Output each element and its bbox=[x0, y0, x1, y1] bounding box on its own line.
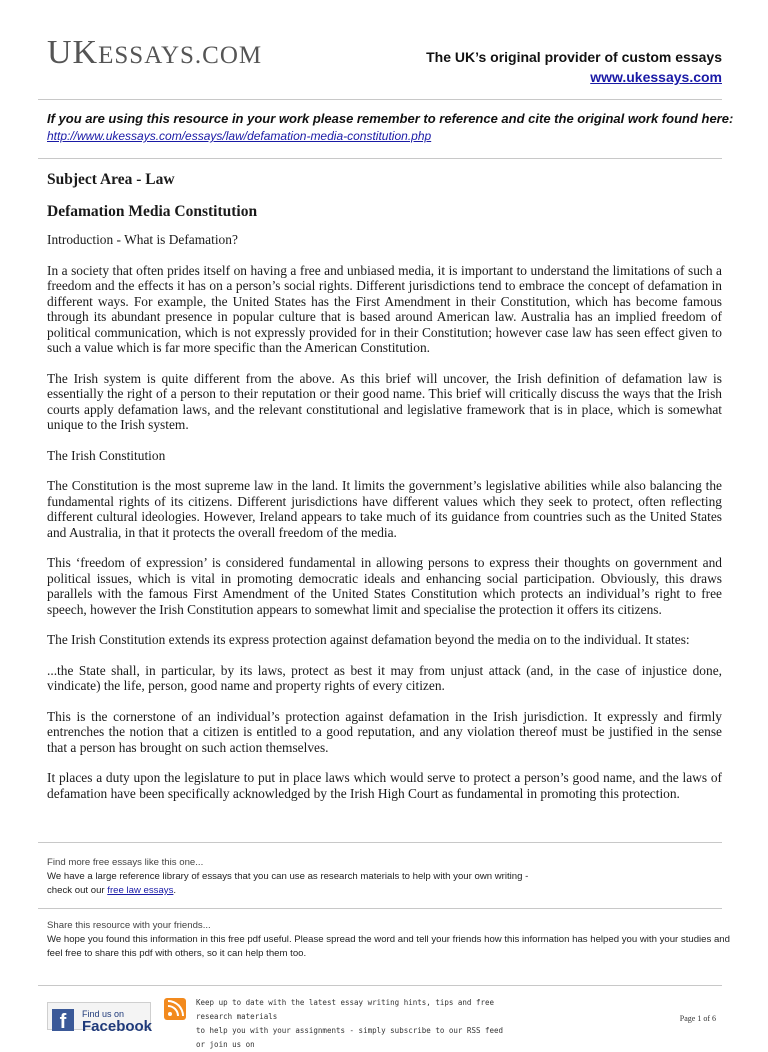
paragraph: It places a duty upon the legislature to put in place laws which would serve to protect a person’s good name, and the laws of defamation have been specifically acknowledged by the Irish High Court as fundamental in promoting this protection. bbox=[47, 770, 722, 801]
paragraph: This is the cornerstone of an individual’s protection against defamation in the Irish jurisdiction. It expressly and firmly entrenches the notion that a citizen is entitled to a good reputation, and any violation thereof must be justified in the sense that a person has brought on such action themselves. bbox=[47, 708, 722, 755]
facebook-label: Facebook bbox=[82, 1018, 153, 1035]
promo-more-essays-heading: Find more free essays like this one... bbox=[47, 857, 204, 868]
essay-body bbox=[47, 170, 722, 816]
promo-share-heading: Share this resource with your friends... bbox=[47, 920, 211, 931]
header-tagline: The UK’s original provider of custom essays bbox=[426, 49, 722, 65]
section-heading-irish-constitution: The Irish Constitution bbox=[47, 447, 166, 463]
header-tagline-block bbox=[426, 47, 722, 87]
promo-divider-top bbox=[38, 842, 722, 843]
paragraph: The Irish Constitution extends its express protection against defamation beyond the media on to the individual. It states: bbox=[47, 632, 690, 647]
logo-dotcom: .COM bbox=[194, 42, 263, 69]
logo-essays: ESSAYS bbox=[98, 42, 195, 69]
promo-share-body: We hope you found this information in this free pdf useful. Please spread the word and tell your friends how this information has helped you with your studies and feel free to share this pdf with others, so it can help them too. bbox=[47, 934, 730, 959]
promo-line2-suffix: . bbox=[173, 885, 177, 896]
promo-share bbox=[47, 919, 737, 961]
subject-area: Subject Area - Law bbox=[47, 171, 175, 188]
rss-line1: Keep up to date with the latest essay writing hints, tips and free research materials bbox=[196, 998, 495, 1021]
facebook-find-us: Find us on bbox=[82, 1009, 125, 1019]
paragraph: In a society that often prides itself on having a free and unbiased media, it is important to understand the limitations of such a freedom and the effects it has on a person’s social rights. Different jurisdictions tend to embrace the concept of defamation in different ways. For example, the United States has the First Amendment in their Constitution, which has become famous through its abundant presence in popular culture that is based around American law. Australia has an implied freedom of political communication, which is not expressly provided for in their Constitution; however case law has seen effect given to such a value which is far more specific than the American Constitution. bbox=[47, 262, 722, 355]
facebook-icon: f bbox=[52, 1009, 74, 1031]
citation-note: If you are using this resource in your work please remember to reference and cite the original work found here: bbox=[47, 111, 734, 126]
essay-title: Defamation Media Constitution bbox=[47, 203, 258, 220]
citation-divider bbox=[38, 158, 722, 159]
free-law-essays-link[interactable]: free law essays bbox=[107, 885, 174, 896]
promo-more-essays-line1: We have a large reference library of essays that you can use as research materials to help with your own writing - bbox=[47, 871, 529, 882]
paragraph: This ‘freedom of expression’ is considered fundamental in allowing persons to express their thoughts on government and political issues, which is vital in promoting democratic ideals and enhancing social participation. Obviously, this draws parallels with the famous First Amendment of the United States Constitution which protects an individual’s right to free speech, however the Irish Constitution appears to somewhat limit and specialise the protection it offers its citizens. bbox=[47, 555, 722, 617]
paragraph: The Irish system is quite different from the above. As this brief will uncover, the Irish definition of defamation law is essentially the right of a person to their reputation or their good name. This brief will critically discuss the ways that the Irish courts apply defamation laws, and the relevant constitutional and legislative framework that is in place, which is somewhat unique to the Irish system. bbox=[47, 370, 722, 432]
logo-uk: UK bbox=[47, 34, 99, 71]
rss-subscribe-text bbox=[196, 996, 516, 1052]
rss-line2: to help you with your assignments - simply subscribe to our RSS feed or join us on bbox=[196, 1026, 504, 1049]
footer-divider bbox=[38, 985, 722, 986]
site-link[interactable]: www.ukessays.com bbox=[590, 69, 722, 85]
constitution-quote: ...the State shall, in particular, by its laws, protect as best it may from unjust attack (and, in the case of injustice done, vindicate) the life, person, good name and property rights of every citizen. bbox=[47, 662, 722, 693]
facebook-button[interactable] bbox=[47, 1002, 153, 1035]
document-header bbox=[0, 0, 768, 100]
ukessays-logo[interactable] bbox=[47, 36, 262, 70]
section-heading-introduction: Introduction - What is Defamation? bbox=[47, 232, 238, 247]
paragraph: The Constitution is the most supreme law in the land. It limits the government’s legislative abilities while also balancing the fundamental rights of its citizens. Different jurisdictions have different values which they seek to protect, often reflecting different cultural ideologies. However, Ireland appears to take much of its guidance from countries such as the United States and Australia, in that it protects the overall freedom of the media. bbox=[47, 478, 722, 540]
citation-url-link[interactable]: http://www.ukessays.com/essays/law/defamation-media-constitution.php bbox=[47, 129, 432, 143]
rss-icon[interactable] bbox=[164, 998, 186, 1020]
page-number: Page 1 of 6 bbox=[679, 1014, 716, 1023]
citation-notice bbox=[47, 110, 737, 145]
promo-line2-prefix: check out our bbox=[47, 885, 105, 896]
promo-more-essays-line2 bbox=[47, 884, 737, 898]
header-divider bbox=[38, 99, 722, 100]
promo-divider-middle bbox=[38, 908, 722, 909]
promo-more-essays bbox=[47, 856, 737, 898]
page-footer bbox=[0, 996, 768, 1049]
